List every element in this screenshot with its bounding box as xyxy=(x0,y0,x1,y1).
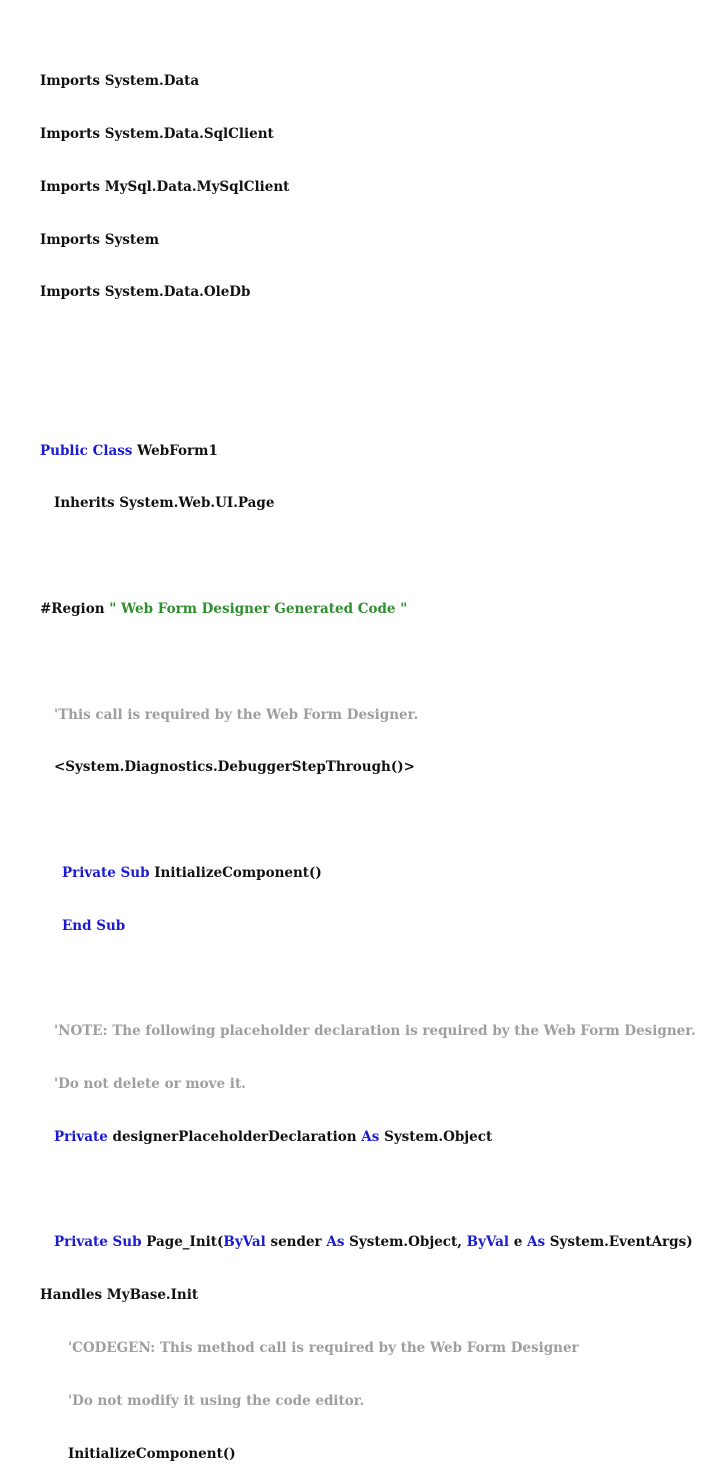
blank-line xyxy=(40,812,696,830)
sub-declaration xyxy=(40,865,696,883)
keyword: Private Sub xyxy=(62,864,150,881)
comment-line: 'Do not delete or move it. xyxy=(54,1076,246,1093)
init-call-line: InitializeComponent() xyxy=(68,1445,236,1462)
region-keyword: #Region xyxy=(40,601,105,617)
type-name: System.EventArgs) xyxy=(545,1234,693,1251)
import-line: Imports System xyxy=(40,231,159,248)
placeholder-declaration xyxy=(40,1129,696,1147)
type-name: System.Object xyxy=(379,1128,493,1145)
keyword: As xyxy=(527,1234,546,1251)
region-line xyxy=(40,601,696,619)
blank-line xyxy=(40,970,696,988)
import-line: Imports System.Data.SqlClient xyxy=(40,125,274,142)
import-line: Imports MySql.Data.MySqlClient xyxy=(40,178,290,195)
attribute-line: <System.Diagnostics.DebuggerStepThrough()> xyxy=(54,759,415,776)
keyword: As xyxy=(326,1234,345,1251)
param-name: sender xyxy=(265,1234,327,1251)
keyword: Public Class xyxy=(40,442,133,459)
handles-line: Handles MyBase.Init xyxy=(40,1287,199,1304)
comment-line: 'This call is required by the Web Form Designer. xyxy=(54,706,419,723)
sub-name: InitializeComponent() xyxy=(149,864,322,881)
blank-line xyxy=(40,654,696,672)
import-line: Imports System.Data.OleDb xyxy=(40,284,251,301)
page-init-declaration xyxy=(40,1234,696,1252)
code-listing xyxy=(40,38,696,1481)
keyword: ByVal xyxy=(223,1234,266,1251)
comment-line: 'NOTE: The following placeholder declaration is required by the Web Form Designer. xyxy=(54,1023,696,1040)
region-label: " Web Form Designer Generated Code " xyxy=(104,601,408,617)
comment-line: 'Do not modify it using the code editor. xyxy=(68,1392,365,1409)
identifier: designerPlaceholderDeclaration xyxy=(107,1128,362,1145)
class-declaration xyxy=(40,443,696,461)
param-name: e xyxy=(509,1234,528,1251)
keyword: As xyxy=(361,1128,380,1145)
import-line: Imports System.Data xyxy=(40,73,200,90)
keyword: Private Sub xyxy=(54,1234,142,1251)
sub-name: Page_Init( xyxy=(141,1234,224,1251)
blank-line xyxy=(40,1182,696,1200)
end-sub-line: End Sub xyxy=(62,917,126,934)
blank-line xyxy=(40,337,696,355)
keyword: Private xyxy=(54,1128,108,1145)
type-name: System.Object, xyxy=(344,1234,467,1251)
comment-line: 'CODEGEN: This method call is required by the Web Form Designer xyxy=(68,1339,579,1356)
inherits-line: Inherits System.Web.UI.Page xyxy=(54,495,275,512)
keyword: ByVal xyxy=(466,1234,510,1251)
blank-line xyxy=(40,390,696,408)
class-name: WebForm1 xyxy=(132,442,218,459)
blank-line xyxy=(40,548,696,566)
